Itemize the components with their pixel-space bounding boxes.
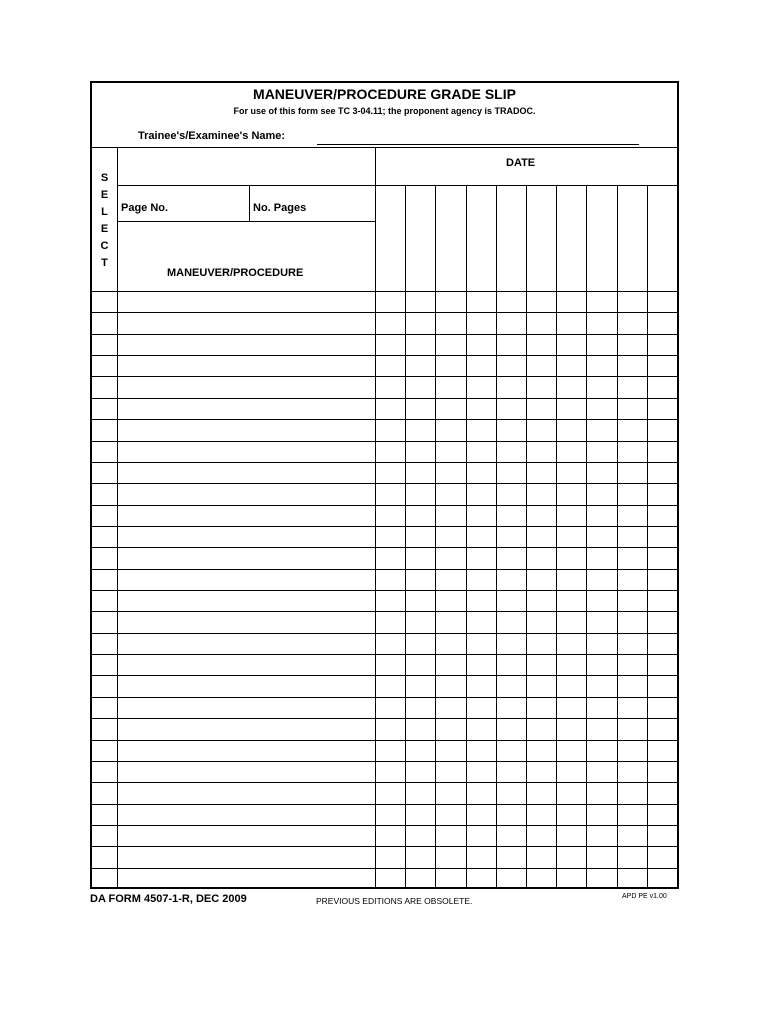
grade-slip-form [90,81,679,889]
table-row[interactable] [92,846,677,847]
table-row[interactable] [92,633,677,634]
table-row[interactable] [92,804,677,805]
table-row[interactable] [92,291,677,292]
table-row[interactable] [92,376,677,377]
select-letter: E [100,189,109,201]
table-row[interactable] [92,761,677,762]
select-letter: T [101,257,108,269]
table-row[interactable] [92,740,677,741]
page-no-divider [249,185,250,221]
trainee-name-field[interactable] [317,144,639,145]
table-row[interactable] [92,419,677,420]
table-row[interactable] [92,355,677,356]
table-row[interactable] [92,505,677,506]
table-row[interactable] [92,334,677,335]
form-title: MANEUVER/PROCEDURE GRADE SLIP [253,86,516,102]
table-row[interactable] [92,675,677,676]
table-row[interactable] [92,825,677,826]
previous-editions-notice: PREVIOUS EDITIONS ARE OBSOLETE. [316,896,473,906]
select-letter: E [100,223,109,235]
table-row[interactable] [92,868,677,869]
select-column-divider [117,147,118,291]
table-row[interactable] [92,526,677,527]
table-row[interactable] [92,782,677,783]
table-row[interactable] [92,590,677,591]
table-row[interactable] [92,654,677,655]
table-row[interactable] [92,483,677,484]
select-letter: L [101,206,108,218]
date-header-label: DATE [506,157,536,169]
table-row[interactable] [92,462,677,463]
maneuver-procedure-header: MANEUVER/PROCEDURE [167,267,304,279]
trainee-name-label: Trainee's/Examinee's Name: [138,130,286,142]
no-pages-label: No. Pages [253,202,307,214]
page-info-divider [117,221,375,222]
table-row[interactable] [92,398,677,399]
form-subtitle: For use of this form see TC 3-04.11; the proponent agency is TRADOC. [233,106,536,116]
table-row[interactable] [92,441,677,442]
table-row[interactable] [92,312,677,313]
header-top-divider [92,147,677,148]
select-letter: C [100,240,109,252]
version-label: APD PE v1.00 [622,893,667,900]
page-no-label: Page No. [121,202,169,214]
date-section-divider [375,147,376,291]
select-letter: S [100,172,109,184]
form-identifier: DA FORM 4507-1-R, DEC 2009 [90,893,247,905]
table-row[interactable] [92,547,677,548]
table-row[interactable] [92,569,677,570]
table-row[interactable] [92,718,677,719]
date-header-divider [117,185,677,186]
table-row[interactable] [92,611,677,612]
table-row[interactable] [92,697,677,698]
